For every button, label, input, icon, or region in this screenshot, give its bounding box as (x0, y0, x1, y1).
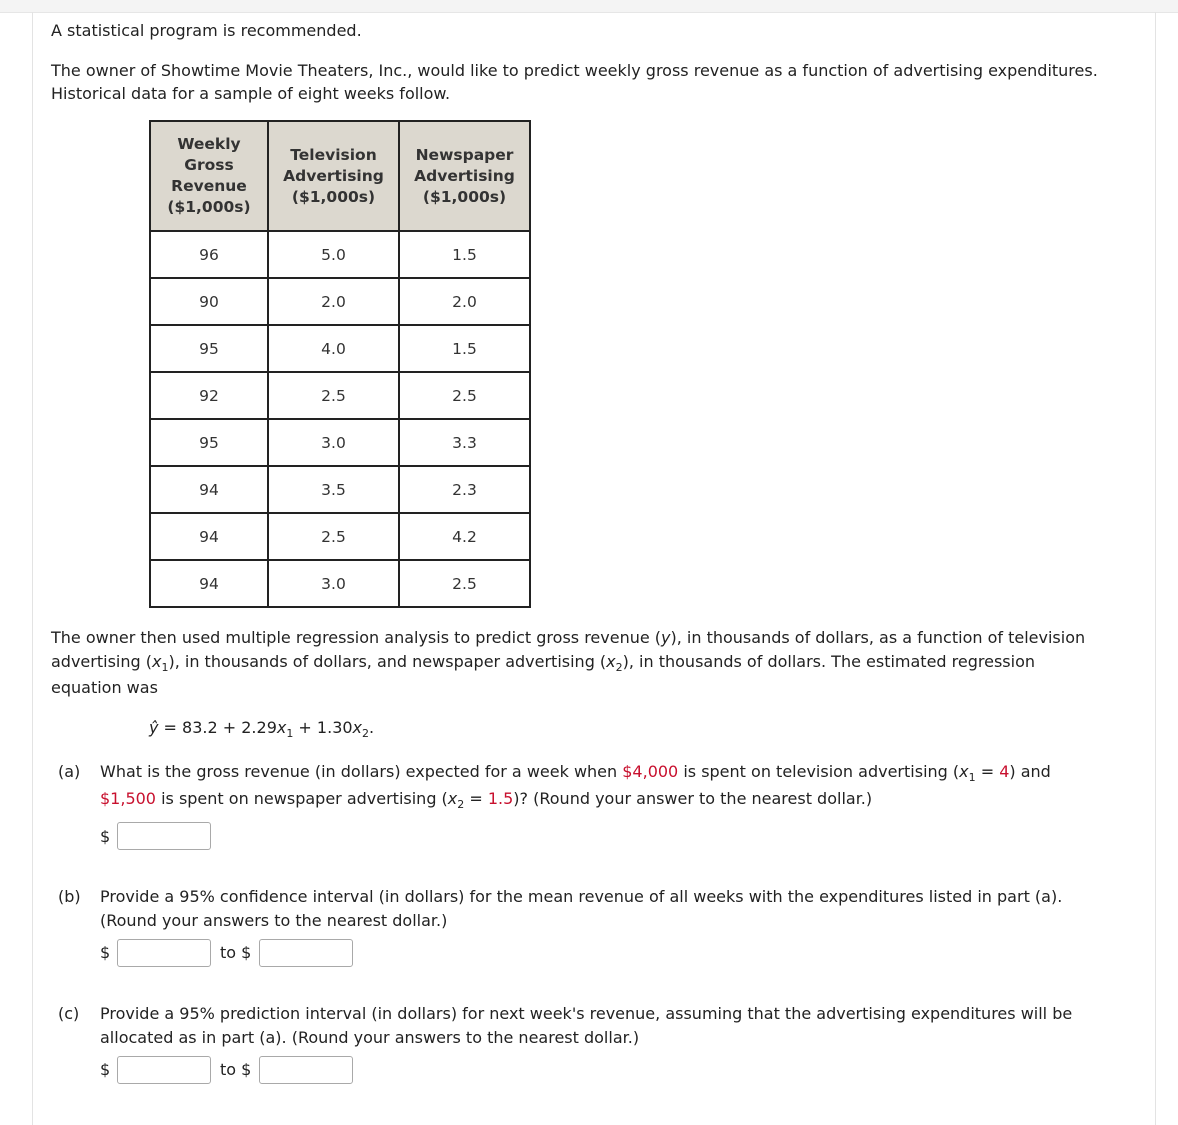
regression-text-line3: equation was (51, 678, 158, 697)
table-header-row (150, 121, 530, 231)
header-television-advertising: Television Advertising ($1,000s) (268, 121, 399, 231)
part-a-label: (a) (58, 762, 81, 781)
table-row (150, 278, 530, 325)
statistical-program-note: A statistical program is recommended. (51, 21, 362, 40)
part-b-question-line1: Provide a 95% confidence interval (in dollars) for the mean revenue of all weeks with the expenditures listed in part (a). (100, 887, 1063, 906)
newspaper-cell: 2.0 (399, 278, 530, 325)
part-a-dollar-sign: $ (100, 827, 111, 846)
tv-cell: 3.5 (268, 466, 399, 513)
revenue-cell: 96 (150, 231, 268, 278)
regression-text-line2: advertising $(x_1)$, in thousands of dollars, and newspaper advertising $(x_2)$, in thousands of dollars. The estimated regression (51, 652, 1035, 674)
newspaper-cell: 2.5 (399, 372, 530, 419)
problem-statement-line2: Historical data for a sample of eight weeks follow. (51, 84, 451, 103)
problem-statement-line1: The owner of Showtime Movie Theaters, Inc., would like to predict weekly gross revenue as a function of advertising expenditures. (51, 61, 1098, 80)
table-row (150, 419, 530, 466)
newspaper-cell: 4.2 (399, 513, 530, 560)
tv-cell: 2.5 (268, 372, 399, 419)
newspaper-cell: 1.5 (399, 325, 530, 372)
regression-equation: ŷ = $83.2 + 2.29x_1 + 1.30x_2$. (149, 718, 375, 740)
revenue-cell: 92 (150, 372, 268, 419)
part-b-dollar-sign: $ (100, 943, 111, 962)
table-row (150, 560, 530, 607)
part-b-lower-bound-input[interactable] (117, 939, 211, 967)
part-c-label: (c) (58, 1004, 80, 1023)
tv-cell: 5.0 (268, 231, 399, 278)
tv-cell: 2.5 (268, 513, 399, 560)
revenue-cell: 94 (150, 560, 268, 607)
newspaper-cell: 2.3 (399, 466, 530, 513)
table-row (150, 466, 530, 513)
tv-cell: 2.0 (268, 278, 399, 325)
part-c-question-line1: Provide a 95% prediction interval (in dollars) for next week's revenue, assuming that the advertising expenditures will be (100, 1004, 1073, 1023)
regression-text-line1: The owner then used multiple regression analysis to predict gross revenue (y), in thousands of dollars, as a function of television (51, 628, 1086, 647)
newspaper-cell: 2.5 (399, 560, 530, 607)
part-b-question-line2: (Round your answers to the nearest dollar.) (100, 911, 448, 930)
table-row (150, 513, 530, 560)
part-c-dollar-sign: $ (100, 1060, 111, 1079)
part-b-label: (b) (58, 887, 81, 906)
revenue-cell: 94 (150, 466, 268, 513)
part-a-question-line2: $1,500 is spent on newspaper advertising $(x_2 = 1.5)$? (Round your answer to the nearest dollar.) (100, 789, 873, 811)
part-b-to-label: to $ (220, 943, 252, 962)
part-b-upper-bound-input[interactable] (259, 939, 353, 967)
table-row (150, 231, 530, 278)
part-a-question-line1: What is the gross revenue (in dollars) expected for a week when $4,000 is spent on television advertising $(x_1 = 4)$ and (100, 762, 1051, 784)
part-c-upper-bound-input[interactable] (259, 1056, 353, 1084)
revenue-cell: 94 (150, 513, 268, 560)
tv-cell: 3.0 (268, 560, 399, 607)
newspaper-cell: 3.3 (399, 419, 530, 466)
newspaper-cell: 1.5 (399, 231, 530, 278)
advertising-data-table (149, 120, 531, 608)
part-c-question-line2: allocated as in part (a). (Round your answers to the nearest dollar.) (100, 1028, 640, 1047)
part-c-to-label: to $ (220, 1060, 252, 1079)
table-row (150, 325, 530, 372)
revenue-cell: 95 (150, 419, 268, 466)
tv-cell: 3.0 (268, 419, 399, 466)
header-weekly-gross-revenue: Weekly Gross Revenue ($1,000s) (150, 121, 268, 231)
tv-cell: 4.0 (268, 325, 399, 372)
revenue-cell: 90 (150, 278, 268, 325)
part-a-revenue-input[interactable] (117, 822, 211, 850)
part-c-lower-bound-input[interactable] (117, 1056, 211, 1084)
revenue-cell: 95 (150, 325, 268, 372)
table-row (150, 372, 530, 419)
header-newspaper-advertising: Newspaper Advertising ($1,000s) (399, 121, 530, 231)
